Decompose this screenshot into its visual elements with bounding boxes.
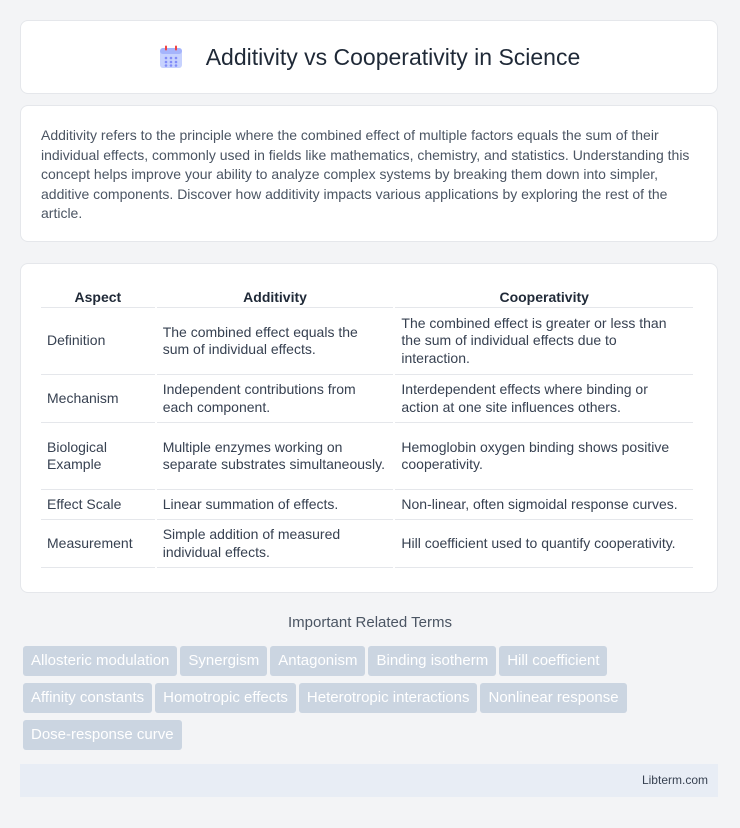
tag-antagonism[interactable]: Antagonism <box>270 646 365 676</box>
table-header-row <box>41 284 693 308</box>
cell-cooperativity: Hill coefficient used to quantify cooperativity. <box>395 520 693 568</box>
tag-heterotropic-interactions[interactable]: Heterotropic interactions <box>299 683 478 713</box>
calendar-grid-icon <box>158 44 184 70</box>
footer <box>20 764 718 797</box>
header-additivity: Additivity <box>157 284 394 308</box>
header-card <box>20 20 718 94</box>
cell-aspect: Measurement <box>41 520 155 568</box>
tag-nonlinear-response[interactable]: Nonlinear response <box>480 683 626 713</box>
tag-binding-isotherm[interactable]: Binding isotherm <box>368 646 496 676</box>
tag-affinity-constants[interactable]: Affinity constants <box>23 683 152 713</box>
cell-aspect: Mechanism <box>41 375 155 423</box>
table-row <box>41 423 693 490</box>
page-title: Additivity vs Cooperativity in Science <box>205 43 581 70</box>
cell-cooperativity: Non-linear, often sigmoidal response curves. <box>395 490 693 520</box>
table-row <box>41 520 693 568</box>
footer-site-link[interactable]: Libterm.com <box>641 773 708 787</box>
related-terms-list <box>23 646 723 757</box>
table-row <box>41 490 693 520</box>
header-cooperativity: Cooperativity <box>395 284 693 308</box>
cell-aspect: Biological Example <box>41 423 155 490</box>
cell-aspect: Definition <box>41 308 155 375</box>
cell-cooperativity: Interdependent effects where binding or action at one site influences others. <box>395 375 693 423</box>
cell-additivity: Simple addition of measured individual effects. <box>157 520 394 568</box>
tag-hill-coefficient[interactable]: Hill coefficient <box>499 646 607 676</box>
intro-text: Additivity refers to the principle where the combined effect of multiple factors equals the sum of their individual effects, commonly used in fields like mathematics, chemistry, and statistics. Understanding this concept helps improve your ability to analyze complex systems by breaking them down into simpler, additive components. Discover how additivity impacts various applications by exploring the rest of the article. <box>41 127 690 221</box>
header-aspect: Aspect <box>41 284 155 308</box>
table-row <box>41 375 693 423</box>
tag-dose-response-curve[interactable]: Dose-response curve <box>23 720 182 750</box>
cell-aspect: Effect Scale <box>41 490 155 520</box>
comparison-table <box>39 284 695 568</box>
cell-additivity: Linear summation of effects. <box>157 490 394 520</box>
cell-additivity: Multiple enzymes working on separate substrates simultaneously. <box>157 423 394 490</box>
cell-cooperativity: Hemoglobin oxygen binding shows positive cooperativity. <box>395 423 693 490</box>
table-row <box>41 308 693 375</box>
tag-synergism[interactable]: Synergism <box>180 646 267 676</box>
intro-card <box>20 105 718 242</box>
tag-homotropic-effects[interactable]: Homotropic effects <box>155 683 296 713</box>
cell-cooperativity: The combined effect is greater or less than the sum of individual effects due to interaction. <box>395 308 693 375</box>
related-terms-title: Important Related Terms <box>288 614 452 631</box>
tag-allosteric-modulation[interactable]: Allosteric modulation <box>23 646 177 676</box>
cell-additivity: Independent contributions from each component. <box>157 375 394 423</box>
comparison-table-card <box>20 263 718 593</box>
cell-additivity: The combined effect equals the sum of individual effects. <box>157 308 394 375</box>
